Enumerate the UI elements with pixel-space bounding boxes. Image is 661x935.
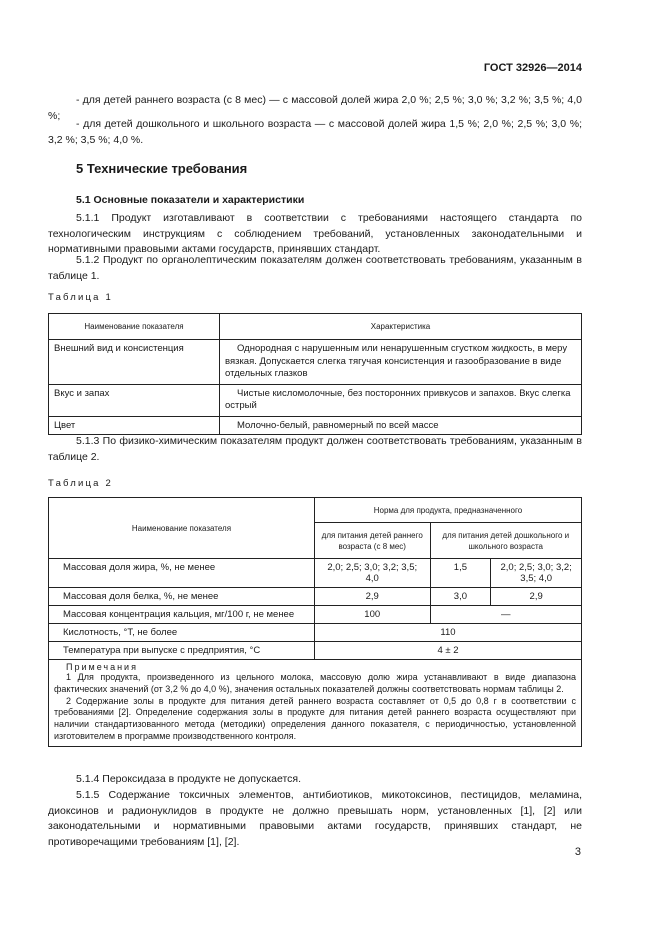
table2-cell-value: — [430, 606, 581, 624]
table-organoleptic [48, 313, 582, 435]
table-row [49, 559, 582, 588]
table2-cell-value: 1,5 [430, 559, 491, 588]
table1-cell-value: Молочно-белый, равномерный по всей массе [220, 416, 582, 434]
table1-cell-value: Однородная с нарушенным или ненарушенным сгустком жидкость, в меру вязкая. Допускается слегка тягучая консистенция и газообразование в виде отдельных глазков [220, 340, 582, 385]
table-row [49, 588, 582, 606]
table2-cell-value: 110 [314, 624, 581, 642]
table2-cell-name: Кислотность, °Т, не более [49, 624, 315, 642]
table2-cell-value: 2,0; 2,5; 3,0; 3,2; 3,5; 4,0 [491, 559, 582, 588]
table1-header-name: Наименование показателя [49, 314, 220, 340]
intro-item-school-age: - для детей дошкольного и школьного возраста — с массовой долей жира 1,5 %; 2,0 %; 2,5 %; 3,0 %; 3,2 %; 3,5 %; 4,0 %. [48, 118, 582, 146]
table2-cell-name: Массовая доля жира, %, не менее [49, 559, 315, 588]
table2-cell-name: Температура при выпуске с предприятия, °С [49, 642, 315, 660]
table1-header-characteristic: Характеристика [220, 314, 582, 340]
table2-cell-value: 100 [314, 606, 430, 624]
notes-title: Примечания [66, 662, 138, 672]
note-1: 1 Для продукта, произведенного из цельного молока, массовую долю жира устанавливают в виде диапазона фактических значений (от 3,2 % до 4,0 %), значения остальных показателей должны соответствовать нормам таблицы 2. [54, 672, 576, 694]
paragraph-5-1-4: 5.1.4 Пероксидаза в продукте не допускается. [76, 773, 302, 785]
table-physico-chemical [48, 497, 582, 747]
table1-cell-name: Цвет [49, 416, 220, 434]
table2-caption: Таблица 2 [48, 478, 113, 489]
table2-cell-value: 4 ± 2 [314, 642, 581, 660]
table2-cell-value: 2,9 [314, 588, 430, 606]
note-2: 2 Содержание золы в продукте для питания детей раннего возраста составляет от 0,5 до 0,8 г в соответствии с требованиями [2]. Определение содержания золы в продукте для питания детей раннего возраста осуществляют при наличии стандартизованного метода (методики) определения данного показателя, с периодичностью, установленной изготовителем в программе производственного контроля. [54, 695, 576, 741]
table2-cell-value: 2,9 [491, 588, 582, 606]
table2-cell-value: 3,0 [430, 588, 491, 606]
table-notes-row [49, 660, 582, 747]
table1-cell-name: Вкус и запах [49, 384, 220, 416]
table2-notes [49, 660, 582, 747]
document-code: ГОСТ 32926—2014 [483, 62, 582, 74]
table-row [49, 642, 582, 660]
table2-header-norm: Норма для продукта, предназначенного [314, 498, 581, 523]
table-row [49, 340, 582, 385]
table-row [49, 624, 582, 642]
table1-cell-name: Внешний вид и консистенция [49, 340, 220, 385]
paragraph-5-1-3: 5.1.3 По физико-химическим показателям продукт должен соответствовать требованиям, указанным в таблице 2. [48, 435, 582, 463]
table-row [49, 384, 582, 416]
section-title: 5 Технические требования [76, 161, 248, 176]
table2-header-early-age: для питания детей раннего возраста (с 8 мес) [314, 523, 430, 559]
table2-cell-name: Массовая концентрация кальция, мг/100 г, не менее [49, 606, 315, 624]
table-row [49, 606, 582, 624]
table2-header-name: Наименование показателя [49, 498, 315, 559]
paragraph-5-1-1: 5.1.1 Продукт изготавливают в соответствии с требованиями настоящего стандарта по технологическим инструкциям с соблюдением требований, установленных законодательными и нормативными правовыми актами государств, принявших стандарт. [48, 212, 582, 255]
table2-cell-name: Массовая доля белка, %, не менее [49, 588, 315, 606]
table-row [49, 416, 582, 434]
paragraph-5-1-5: 5.1.5 Содержание токсичных элементов, антибиотиков, микотоксинов, пестицидов, меламина, диоксинов и радионуклидов в продукте не должно превышать норм, установленных [1], [2] или законодательными и нормативными правовыми актами государств, принявших стандарт, не противоречащими требованиям [1], [2]. [48, 789, 582, 848]
intro-item-early-age: - для детей раннего возраста (с 8 мес) — с массовой долей жира 2,0 %; 2,5 %; 3,0 %; 3,2 %; 3,5 %; 4,0 %; [48, 94, 582, 122]
table1-caption: Таблица 1 [48, 292, 113, 303]
page-number: 3 [574, 846, 581, 858]
table2-cell-value: 2,0; 2,5; 3,0; 3,2; 3,5; 4,0 [314, 559, 430, 588]
table2-header-school-age: для питания детей дошкольного и школьного возраста [430, 523, 581, 559]
subsection-title: 5.1 Основные показатели и характеристики [76, 194, 305, 206]
paragraph-5-1-2: 5.1.2 Продукт по органолептическим показателям должен соответствовать требованиям, указанным в таблице 1. [48, 254, 582, 282]
table1-cell-value: Чистые кисломолочные, без посторонних привкусов и запахов. Вкус слегка острый [220, 384, 582, 416]
